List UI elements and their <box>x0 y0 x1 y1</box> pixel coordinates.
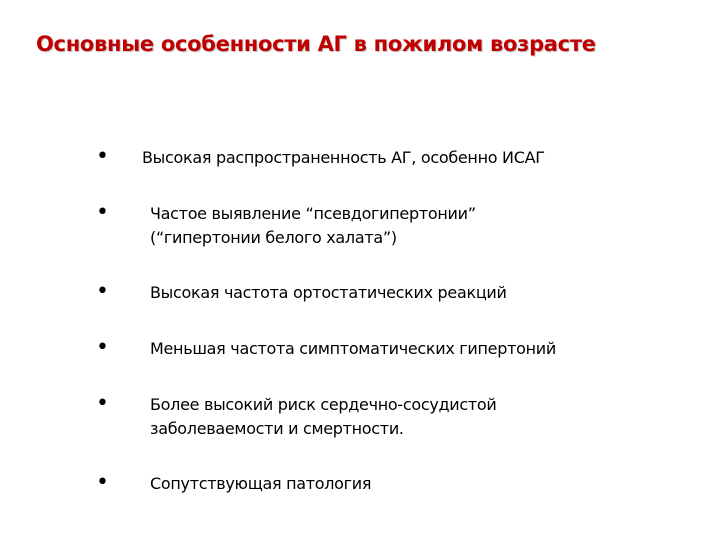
bullet-icon: • <box>96 279 109 304</box>
list-item-text <box>150 281 507 305</box>
list-item-line: Частое выявление “псевдогипертонии” <box>150 204 476 223</box>
bullet-icon: • <box>96 144 109 169</box>
bullet-icon: • <box>96 470 109 495</box>
list-item-text <box>150 337 556 361</box>
list-item-text <box>150 202 476 250</box>
list-item-text <box>142 146 545 170</box>
list-item-line: Высокая частота ортостатических реакций <box>150 283 507 302</box>
list-item-line: заболеваемости и смертности. <box>150 419 404 438</box>
list-item-line: Сопутствующая патология <box>150 474 372 493</box>
list-item-text <box>150 393 496 441</box>
bullet-icon: • <box>96 200 109 225</box>
bullet-icon: • <box>96 391 109 416</box>
list-item-line: Более высокий риск сердечно-сосудистой <box>150 395 497 414</box>
slide-title: Основные особенности АГ в пожилом возрасте <box>36 32 596 56</box>
list-item-line: Высокая распространенность АГ, особенно ИСАГ <box>142 148 545 167</box>
list-item-line: (“гипертонии белого халата”) <box>150 228 397 247</box>
list-item-line: Меньшая частота симптоматических гипертоний <box>150 339 556 358</box>
list-item-text <box>150 472 371 496</box>
bullet-icon: • <box>96 335 109 360</box>
